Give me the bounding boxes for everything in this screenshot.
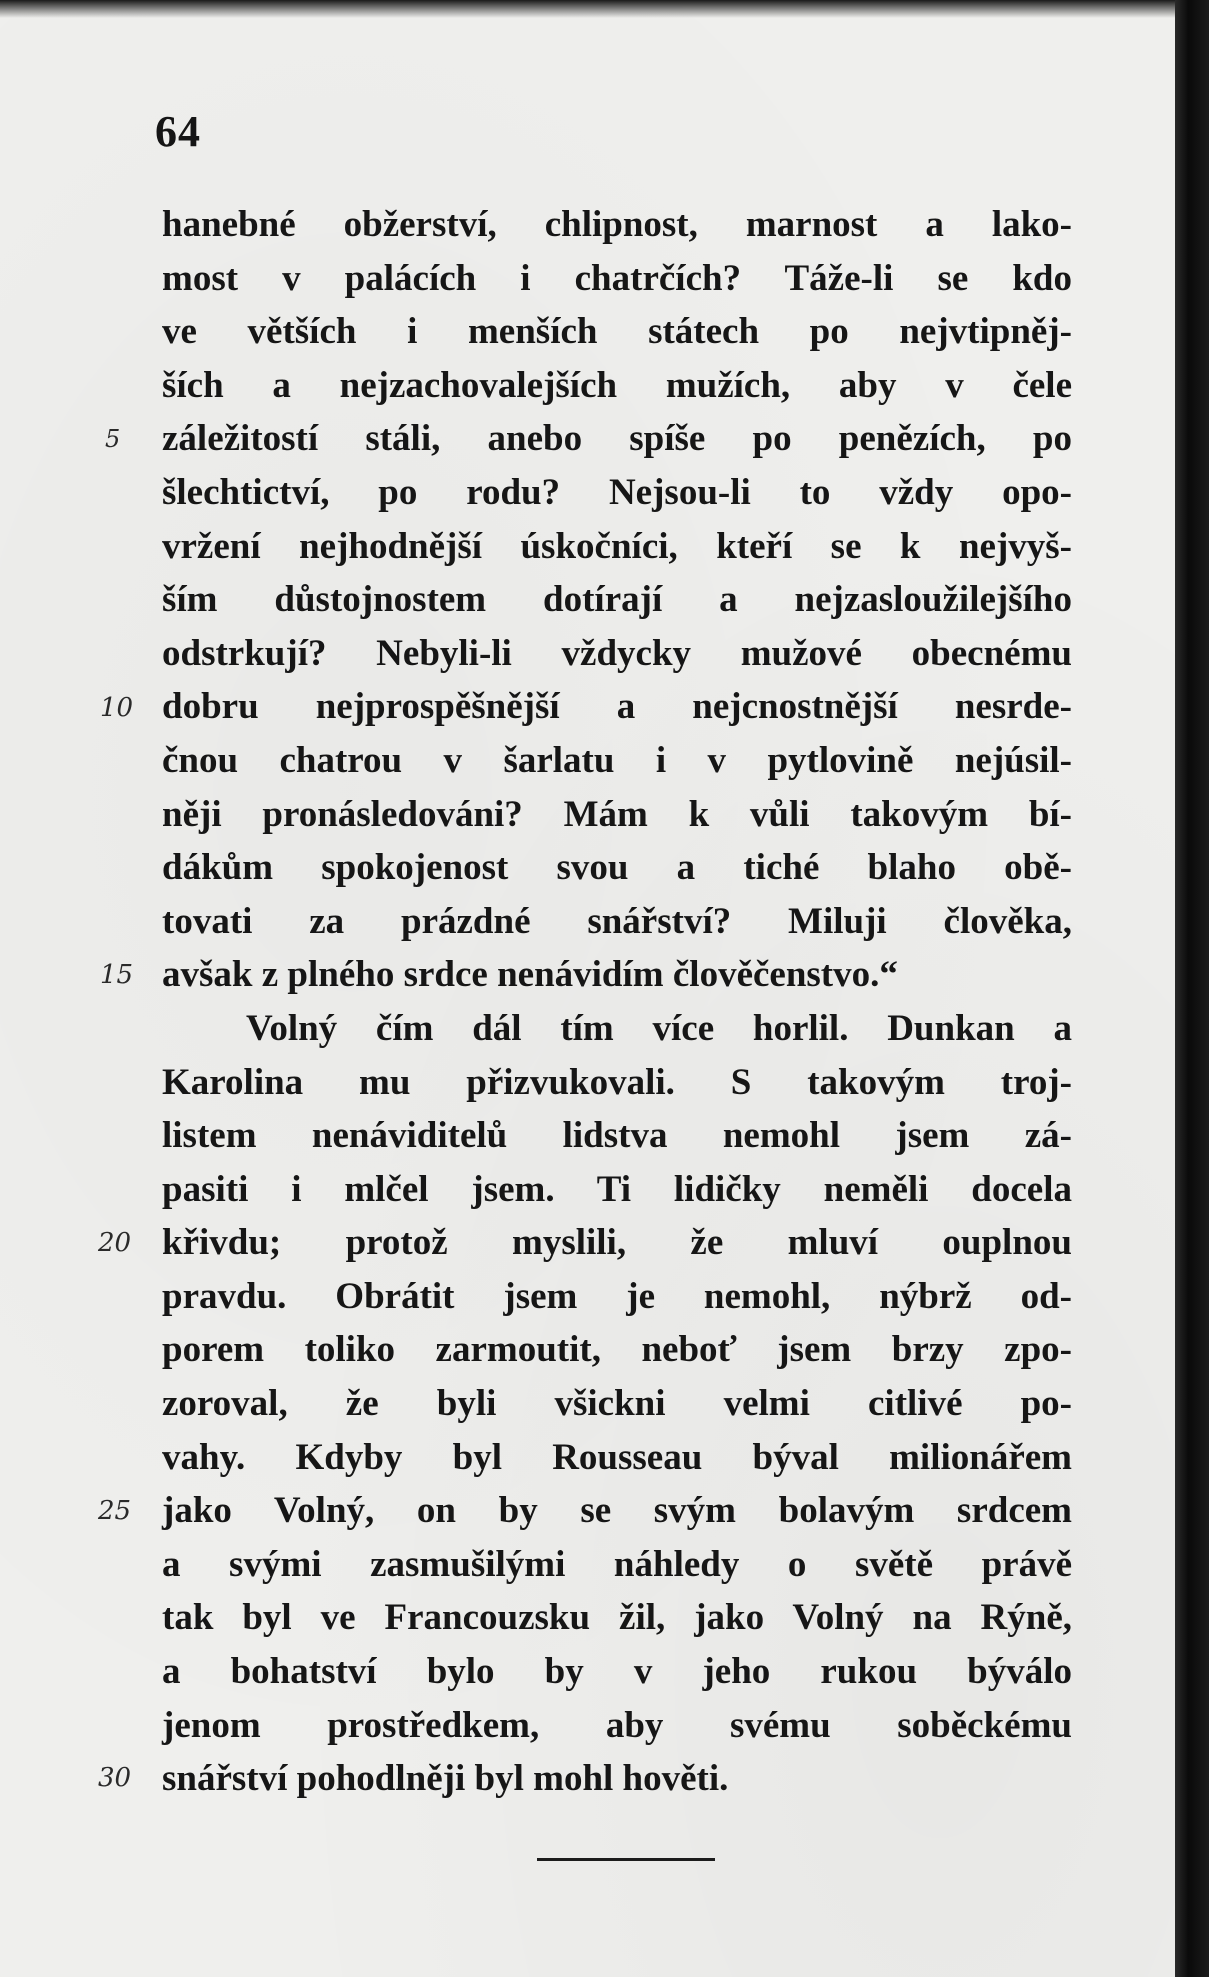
text-line-16: Volný čím dál tím více horlil. Dunkan a xyxy=(246,1007,1072,1049)
text-line-22: porem toliko zarmoutit, neboť jsem brzy zpo- xyxy=(162,1329,1072,1371)
text-line-19: pasiti i mlčel jsem. Ti lidičky neměli docela xyxy=(162,1168,1072,1210)
text-line-4: ších a nejzachovalejších mužích, aby v čele xyxy=(162,364,1072,406)
text-line-20: křivdu; protož myslili, že mluví ouplnou xyxy=(162,1222,1072,1264)
text-line-15: avšak z plného srdce nenávidím člověčenstvo.“ xyxy=(162,954,898,996)
text-line-14: tovati za prázdné snářství? Miluji člověka, xyxy=(162,900,1072,942)
book-spine-edge xyxy=(1175,0,1209,1977)
text-line-2: most v palácích i chatrčích? Táže-li se kdo xyxy=(162,257,1072,299)
line-marker-20: 20 xyxy=(98,1228,132,1258)
text-line-10: dobru nejprospěšnější a nejcnostnější nesrde- xyxy=(162,686,1072,728)
line-marker-30: 30 xyxy=(98,1763,132,1793)
text-line-5: záležitostí stáli, anebo spíše po penězích, po xyxy=(162,418,1072,460)
text-line-24: vahy. Kdyby byl Rousseau býval milionářem xyxy=(162,1436,1072,1478)
text-line-25: jako Volný, on by se svým bolavým srdcem xyxy=(162,1490,1072,1532)
text-line-8: ším důstojnostem dotírají a nejzasloužilejšího xyxy=(162,579,1072,621)
chapter-end-rule xyxy=(537,1858,715,1861)
text-line-23: zoroval, že byli všickni velmi citlivé po- xyxy=(162,1383,1072,1425)
page-top-shadow xyxy=(0,0,1175,18)
text-line-3: ve větších i menších státech po nejvtipněj- xyxy=(162,311,1072,353)
body-text xyxy=(162,198,1072,1806)
text-line-6: šlechtictví, po rodu? Nejsou-li to vždy opo- xyxy=(162,471,1072,513)
text-line-29: jenom prostředkem, aby svému soběckému xyxy=(162,1704,1072,1746)
text-line-26: a svými zasmušilými náhledy o světě právě xyxy=(162,1543,1072,1585)
text-line-13: dákům spokojenost svou a tiché blaho obě- xyxy=(162,847,1072,889)
text-line-18: listem nenáviditelů lidstva nemohl jsem zá- xyxy=(162,1115,1072,1157)
text-line-28: a bohatství bylo by v jeho rukou býválo xyxy=(162,1651,1072,1693)
text-line-12: něji pronásledováni? Mám k vůli takovým bí- xyxy=(162,793,1072,835)
text-line-11: čnou chatrou v šarlatu i v pytlovině nejúsil- xyxy=(162,739,1072,781)
text-line-17: Karolina mu přizvukovali. S takovým troj- xyxy=(162,1061,1072,1103)
text-line-9: odstrkují? Nebyli-li vždycky mužové obecnému xyxy=(162,632,1072,674)
line-marker-5: 5 xyxy=(105,425,121,453)
text-line-1: hanebné obžerství, chlipnost, marnost a lako- xyxy=(162,204,1072,245)
line-marker-10: 10 xyxy=(100,693,134,723)
line-marker-15: 15 xyxy=(100,960,134,990)
text-line-27: tak byl ve Francouzsku žil, jako Volný na Rýně, xyxy=(162,1597,1072,1639)
text-line-21: pravdu. Obrátit jsem je nemohl, nýbrž od- xyxy=(162,1275,1072,1317)
line-marker-25: 25 xyxy=(98,1496,132,1526)
text-line-30: snářství pohodlněji byl mohl hověti. xyxy=(162,1758,729,1800)
page-number: 64 xyxy=(155,107,201,156)
text-line-7: vržení nejhodnější úskočníci, kteří se k nejvyš- xyxy=(162,525,1072,567)
